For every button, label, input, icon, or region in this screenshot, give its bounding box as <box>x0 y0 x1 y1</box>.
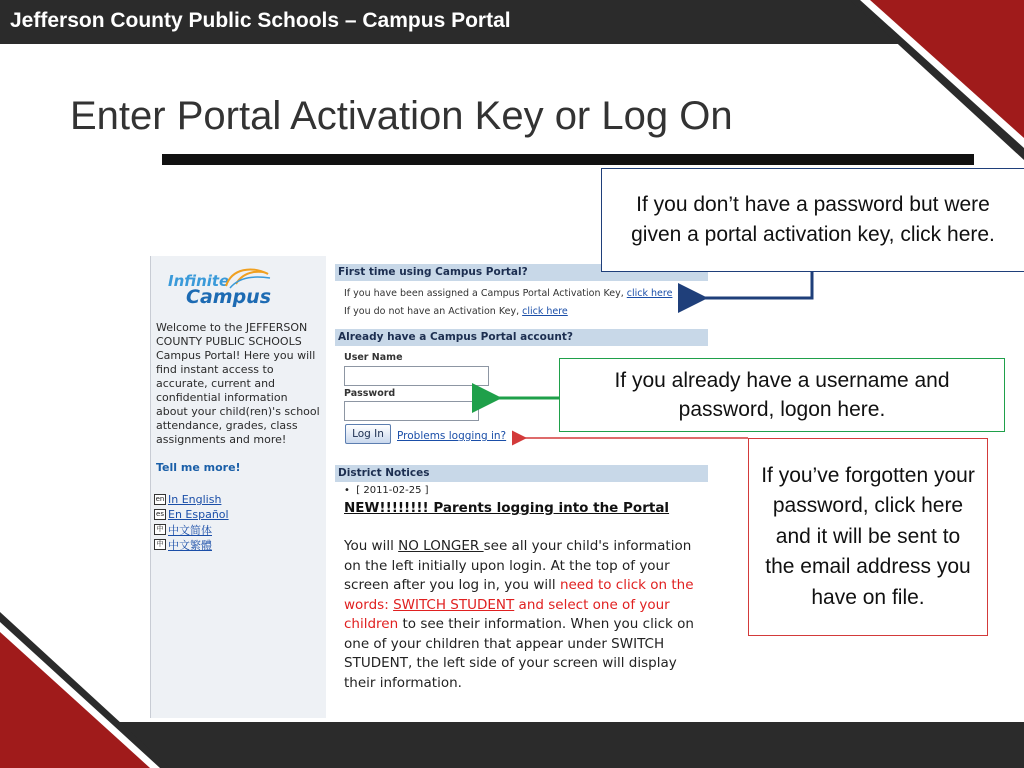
notice-date-text: [ 2011-02-25 ] <box>356 485 429 496</box>
callout-logon-text: If you already have a username and password, logon here. <box>614 369 950 421</box>
slide-title: Enter Portal Activation Key or Log On <box>70 94 733 138</box>
no-activation-key-link[interactable]: click here <box>522 306 568 317</box>
notice-body-part-1: You will <box>344 538 399 554</box>
notice-red-text-1: need to click on the words: <box>344 577 694 613</box>
district-notices-header: District Notices <box>335 465 708 482</box>
activation-key-link[interactable]: click here <box>626 288 673 299</box>
header-title: Jefferson County Public Schools – Campus Portal <box>10 9 511 32</box>
activation-key-text: If you have been assigned a Campus Portal Activation Key, <box>344 288 627 299</box>
notice-date: • [ 2011-02-25 ] <box>344 485 429 496</box>
login-button[interactable]: Log In <box>345 424 391 444</box>
logo-text-infinite: Infinite <box>168 272 230 290</box>
notice-red-text-2: and select one of your children <box>344 596 670 632</box>
language-link-english[interactable]: In English <box>168 493 222 506</box>
notice-body-part-3: to see their information. When you click on one of your children that appear under SWITCH STUDENT, the left side of your screen will display their information. <box>344 616 694 691</box>
first-time-section-header: First time using Campus Portal? <box>335 264 708 281</box>
language-flag-icon: en <box>155 495 165 503</box>
arrow-to-activation-link <box>702 272 812 298</box>
no-activation-key-text: If you do not have an Activation Key, <box>344 306 523 317</box>
problems-logging-in-link[interactable]: Problems logging in? <box>397 430 507 442</box>
password-label: Password <box>344 388 396 399</box>
notice-switch-student: SWITCH STUDENT <box>393 596 515 613</box>
language-flag-icon: 中 <box>154 539 166 550</box>
username-label: User Name <box>344 352 403 363</box>
welcome-text: Welcome to the JEFFERSON COUNTY PUBLIC SCHOOLS Campus Portal! Here you will find instant access to accurate, current and confidential information about your child(ren)'s school attendance, grades, class assignments and more! <box>156 321 320 446</box>
language-flag-icon: es <box>154 509 166 520</box>
language-link-chinese-simplified[interactable]: 中文简体 <box>168 523 212 537</box>
language-link-chinese-traditional[interactable]: 中文繁體 <box>168 538 212 552</box>
tell-me-more-link[interactable]: Tell me more! <box>156 461 241 474</box>
language-link-spanish[interactable]: En Español <box>168 508 229 521</box>
callout-forgot-text: If you’ve forgotten your password, click here and it will be sent to the email address you have on file. <box>761 463 975 609</box>
notice-no-longer: NO LONGER <box>398 538 484 554</box>
logo-text-campus: Campus <box>186 286 271 308</box>
language-flag-icon: 中 <box>154 524 166 535</box>
notice-headline: NEW!!!!!!!! Parents logging into the Portal <box>344 500 670 516</box>
callout-activation-text: If you don’t have a password but were given a portal activation key, click here. <box>631 192 995 246</box>
notice-body-part-2: see all your child's information on the left initially upon login. At the top of your screen after you log in, you will <box>344 538 692 593</box>
account-section-header: Already have a Campus Portal account? <box>335 329 708 346</box>
